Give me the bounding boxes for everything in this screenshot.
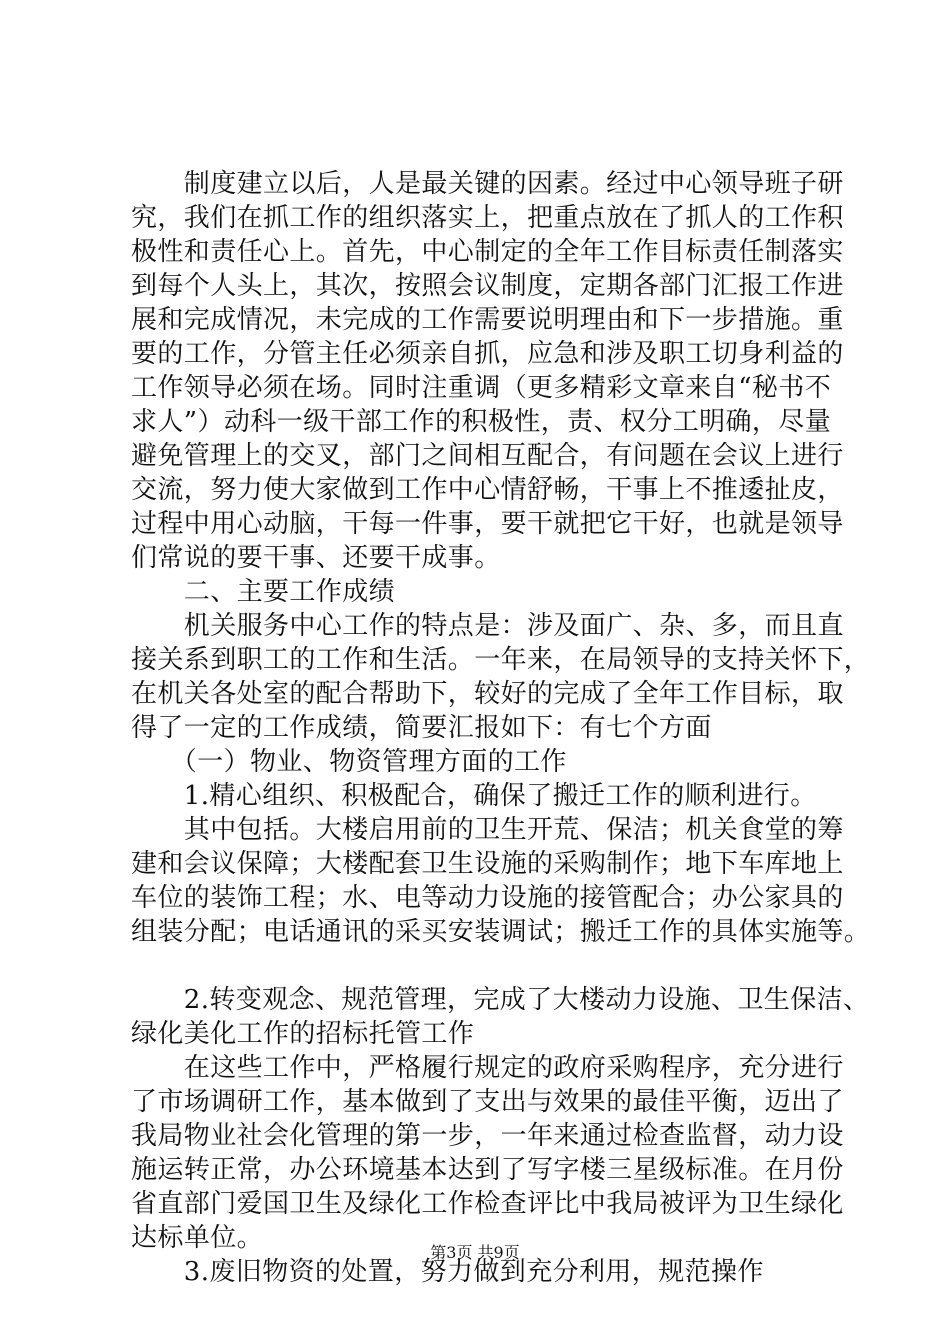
paragraph-line: 达标单位。 [131,1223,264,1253]
paragraph-line: 到每个人头上，其次，按照会议制度，定期各部门汇报工作进 [131,271,844,301]
paragraph-line: 得了一定的工作成绩，简要汇报如下：有七个方面 [131,713,712,743]
paragraph-line: 制度建立以后，人是最关键的因素。经过中心领导班子研 [131,169,844,199]
paragraph-line: 机关服务中心工作的特点是：涉及面广、杂、多，而且直 [131,611,844,641]
paragraph-line: 在这些工作中，严格履行规定的政府采购程序，充分进行 [131,1053,844,1083]
paragraph-line: 施运转正常，办公环境基本达到了写字楼三星级标准。在月份 [131,1155,844,1185]
item-heading: 1.精心组织、积极配合，确保了搬迁工作的顺利进行。 [131,781,817,811]
blank-line [131,949,843,983]
item-heading: 2.转变观念、规范管理，完成了大楼动力设施、卫生保洁、 [131,985,870,1015]
paragraph-line: 工作领导必须在场。同时注重调（更多精彩文章来自“秘书不 [131,373,832,403]
subsection-heading: （一）物业、物资管理方面的工作 [131,747,567,777]
paragraph-line: 省直部门爱国卫生及绿化工作检查评比中我局被评为卫生绿化 [131,1189,844,1219]
paragraph-line: 绿化美化工作的招标托管工作 [131,1019,475,1049]
item-heading: 3.废旧物资的处置，努力做到充分利用，规范操作 [131,1257,764,1287]
paragraph-line: 接关系到职工的工作和生活。一年来，在局领导的支持关怀下， [131,645,871,675]
paragraph-line: 其中包括。大楼启用前的卫生开荒、保洁；机关食堂的筹 [131,815,844,845]
paragraph-line: 究，我们在抓工作的组织落实上，把重点放在了抓人的工作积 [131,203,844,233]
paragraph-line: 交流，努力使大家做到工作中心情舒畅，干事上不推逶扯皮， [131,475,844,505]
paragraph-line: 车位的装饰工程；水、电等动力设施的接管配合；办公家具的 [131,883,844,913]
paragraph-line: 们常说的要干事、还要干成事。 [131,543,501,573]
paragraph-line: 组装分配；电话通讯的采买安装调试；搬迁工作的具体实施等。 [131,917,871,947]
paragraph-line: 我局物业社会化管理的第一步，一年来通过检查监督，动力设 [131,1121,844,1151]
paragraph-line: 求人”）动科一级干部工作的积极性，责、权分工明确，尽量 [131,407,832,437]
section-heading: 二、主要工作成绩 [131,577,396,607]
paragraph-line: 建和会议保障；大楼配套卫生设施的采购制作；地下车库地上 [131,849,844,879]
paragraph-line: 了市场调研工作，基本做到了支出与效果的最佳平衡，迈出了 [131,1087,844,1117]
paragraph-line: 在机关各处室的配合帮助下，较好的完成了全年工作目标，取 [131,679,844,709]
paragraph-line: 要的工作，分管主任必须亲自抓，应急和涉及职工切身利益的 [131,339,844,369]
paragraph-line: 避免管理上的交叉，部门之间相互配合，有问题在会议上进行 [131,441,844,471]
paragraph-line: 过程中用心动脑，干每一件事，要干就把它干好，也就是领导 [131,509,844,539]
document-body [131,167,871,1289]
paragraph-line: 展和完成情况，未完成的工作需要说明理由和下一步措施。重 [131,305,844,335]
page-footer: 第3页 共9页 [430,1243,520,1262]
paragraph-line: 极性和责任心上。首先，中心制定的全年工作目标责任制落实 [131,237,844,267]
